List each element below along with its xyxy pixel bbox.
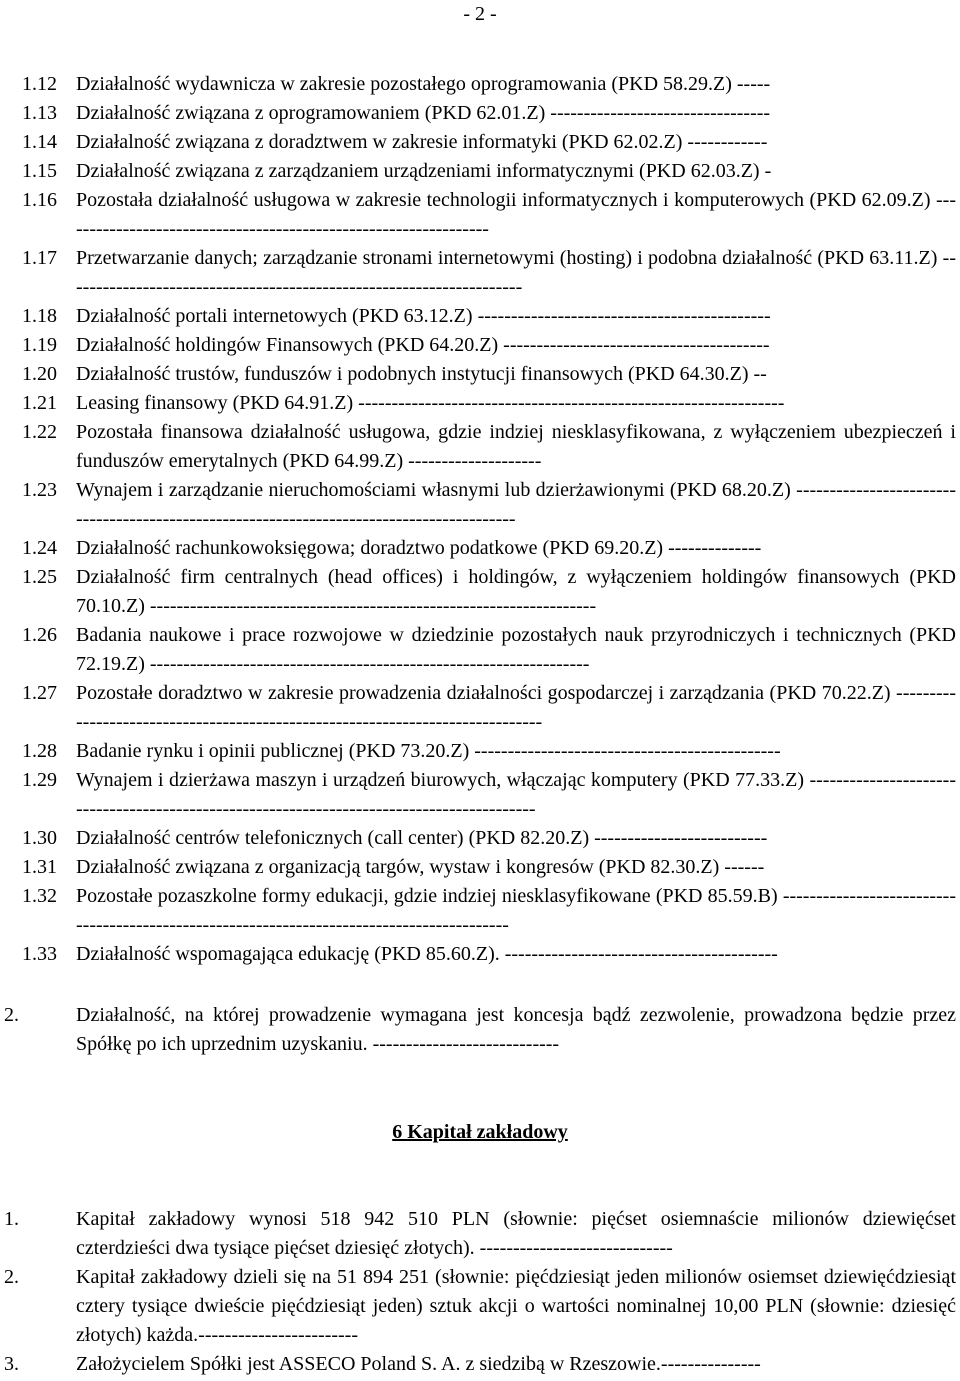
item-text: Działalność rachunkowoksięgowa; doradztwo podatkowe (PKD 69.20.Z) -------------- — [76, 537, 762, 559]
item-text: Działalność firm centralnych (head offices) i holdingów, z wyłączeniem holdingów finansowych (PKD 70.10.Z) ------------------------------------------------------------------- — [76, 566, 956, 617]
capital-list — [4, 1205, 956, 1379]
item-number: 1.26 — [22, 624, 57, 646]
list-item — [22, 882, 956, 940]
item-text: Działalność związana z doradztwem w zakresie informatyki (PKD 62.02.Z) ------------ — [76, 131, 768, 153]
list-item — [22, 534, 956, 563]
list-item — [22, 418, 956, 476]
item-number: 1.21 — [22, 392, 57, 414]
item-number: 1.28 — [22, 740, 57, 762]
list-item — [22, 621, 956, 679]
list-item — [22, 244, 956, 302]
item-text: Pozostałe doradztwo w zakresie prowadzenia działalności gospodarczej i zarządzania (PKD 70.22.Z) ------------------------------------------------------------------------------- — [76, 682, 956, 733]
item-text: Pozostałe pozaszkolne formy edukacji, gdzie indziej niesklasyfikowane (PKD 85.59.B) ------------------------------------------------------------------------------------------- — [76, 885, 956, 936]
item-number: 1.30 — [22, 827, 57, 849]
activity-list — [22, 70, 956, 969]
item-text: Kapitał zakładowy dzieli się na 51 894 251 (słownie: pięćdziesiąt jeden milionów osiemset dziewięćdziesiąt cztery tysiące dwieście pięćdziesiąt jeden) sztuk akcji o wartości nominalnej 10,00 PLN (słownie: dziesięć złotych) każda.------------------------ — [76, 1266, 956, 1346]
item-number: 1.19 — [22, 334, 57, 356]
list-item — [22, 360, 956, 389]
item-text: Działalność centrów telefonicznych (call center) (PKD 82.20.Z) -------------------------- — [76, 827, 768, 849]
item-number: 1.29 — [22, 769, 57, 791]
item-text: Działalność wydawnicza w zakresie pozostałego oprogramowania (PKD 58.29.Z) ----- — [76, 73, 771, 95]
item-number: 1.17 — [22, 247, 57, 269]
list-item — [4, 1350, 956, 1379]
list-item — [22, 186, 956, 244]
item-text: Działalność, na której prowadzenie wymagana jest koncesja bądź zezwolenie, prowadzona będzie przez Spółkę po ich uprzednim uzyskaniu. ---------------------------- — [76, 1004, 956, 1055]
list-item — [22, 737, 956, 766]
item-number: 1.15 — [22, 160, 57, 182]
list-item — [22, 70, 956, 99]
item-number: 1.22 — [22, 421, 57, 443]
item-text: Działalność związana z oprogramowaniem (PKD 62.01.Z) --------------------------------- — [76, 102, 771, 124]
list-item — [4, 1001, 956, 1059]
item-number: 1.31 — [22, 856, 57, 878]
list-item — [22, 157, 956, 186]
item-number: 1.13 — [22, 102, 57, 124]
list-item — [4, 1205, 956, 1263]
item-text: Założycielem Spółki jest ASSECO Poland S. A. z siedzibą w Rzeszowie.--------------- — [76, 1353, 761, 1375]
item-text: Badania naukowe i prace rozwojowe w dziedzinie pozostałych nauk przyrodniczych i technicznych (PKD 72.19.Z) ------------------------------------------------------------------ — [76, 624, 956, 675]
list-item — [22, 476, 956, 534]
item-text: Działalność związana z zarządzaniem urządzeniami informatycznymi (PKD 62.03.Z) - — [76, 160, 772, 182]
item-number: 1.25 — [22, 566, 57, 588]
item-text: Wynajem i dzierżawa maszyn i urządzeń biurowych, włączając komputery (PKD 77.33.Z) ------------------------------------------------------------------------------------------- — [76, 769, 956, 820]
item-number: 1.33 — [22, 943, 57, 965]
list-item — [22, 563, 956, 621]
item-number: 1.16 — [22, 189, 57, 211]
item-text: Kapitał zakładowy wynosi 518 942 510 PLN (słownie: pięćset osiemnaście milionów dziewięćset czterdzieści dwa tysiące pięćset dziesięć złotych). ----------------------------- — [76, 1208, 956, 1259]
item-text: Działalność portali internetowych (PKD 63.12.Z) -------------------------------------------- — [76, 305, 771, 327]
item-text: Działalność trustów, funduszów i podobnych instytucji finansowych (PKD 64.30.Z) -- — [76, 363, 767, 385]
item-text: Wynajem i zarządzanie nieruchomościami własnymi lub dzierżawionymi (PKD 68.20.Z) ------------------------------------------------------------------------------------------ — [76, 479, 956, 530]
list-item — [22, 331, 956, 360]
item-text: Pozostała finansowa działalność usługowa, gdzie indziej niesklasyfikowana, z wyłączeniem ubezpieczeń i funduszów emerytalnych (PKD 64.99.Z) -------------------- — [76, 421, 956, 472]
list-item — [22, 679, 956, 737]
item-text: Działalność holdingów Finansowych (PKD 64.20.Z) ---------------------------------------- — [76, 334, 770, 356]
list-item — [22, 99, 956, 128]
item-number: 1.24 — [22, 537, 57, 559]
list-item — [4, 1263, 956, 1350]
item-number: 2. — [4, 1004, 19, 1026]
item-number: 1.20 — [22, 363, 57, 385]
item-number: 1.12 — [22, 73, 57, 95]
item-text: Działalność związana z organizacją targów, wystaw i kongresów (PKD 82.30.Z) ------ — [76, 856, 765, 878]
list-item — [22, 824, 956, 853]
permit-paragraph — [4, 1001, 956, 1059]
list-item — [22, 766, 956, 824]
item-number: 1.32 — [22, 885, 57, 907]
item-text: Działalność wspomagająca edukację (PKD 85.60.Z). ----------------------------------------- — [76, 943, 778, 965]
page-number: - 2 - — [463, 3, 497, 25]
list-item — [22, 389, 956, 418]
item-number: 2. — [4, 1266, 19, 1288]
list-item — [22, 302, 956, 331]
item-number: 1.14 — [22, 131, 57, 153]
item-text: Pozostała działalność usługowa w zakresie technologii informatycznych i komputerowych (PKD 62.09.Z) ----------------------------------------------------------------- — [76, 189, 956, 240]
item-number: 1. — [4, 1208, 19, 1230]
list-item — [22, 128, 956, 157]
item-text: Badanie rynku i opinii publicznej (PKD 73.20.Z) ---------------------------------------------- — [76, 740, 781, 762]
item-number: 1.27 — [22, 682, 57, 704]
item-text: Przetwarzanie danych; zarządzanie stronami internetowymi (hosting) i podobna działalność (PKD 63.11.Z) --------------------------------------------------------------------- — [76, 247, 956, 298]
list-item — [22, 853, 956, 882]
section-heading: 6 Kapitał zakładowy — [392, 1121, 568, 1143]
item-number: 1.18 — [22, 305, 57, 327]
item-number: 1.23 — [22, 479, 57, 501]
list-item — [22, 940, 956, 969]
item-number: 3. — [4, 1353, 19, 1375]
item-text: Leasing finansowy (PKD 64.91.Z) ---------------------------------------------------------------- — [76, 392, 785, 414]
